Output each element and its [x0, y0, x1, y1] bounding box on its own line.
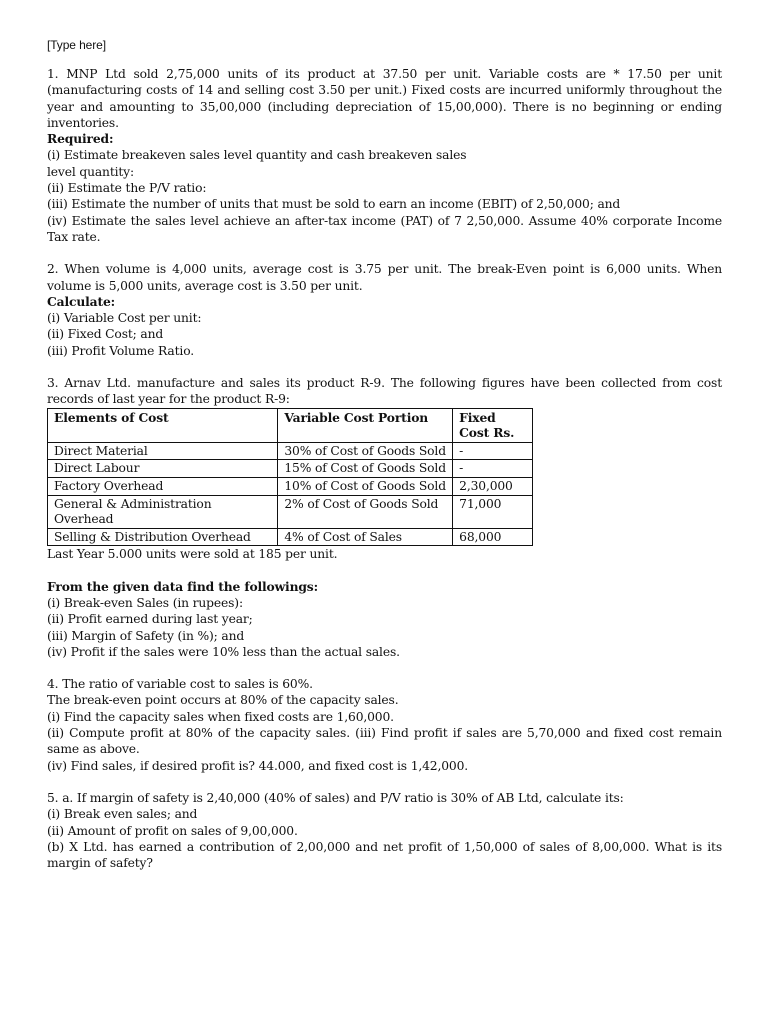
q1-required-label: Required: — [47, 131, 114, 147]
table-cell: 2,30,000 — [453, 478, 533, 496]
q1-item: (iii) Estimate the number of units that must be sold to earn an income (EBIT) of 2,50,000; and — [47, 197, 621, 212]
q3-item: (i) Break-even Sales (in rupees): — [47, 595, 243, 610]
table-cell: - — [453, 460, 533, 478]
table-header-row — [48, 408, 533, 442]
table-row — [48, 478, 533, 496]
table-cell: 10% of Cost of Goods Sold — [278, 478, 453, 496]
header-placeholder: [Type here] — [47, 38, 106, 52]
question-3 — [47, 375, 722, 660]
q5-line: 5. a. If margin of safety is 2,40,000 (40% of sales) and P/V ratio is 30% of AB Ltd, calculate its: — [47, 790, 624, 805]
table-cell: Factory Overhead — [48, 478, 278, 496]
table-cell: 15% of Cost of Goods Sold — [278, 460, 453, 478]
table-row — [48, 495, 533, 528]
table-header-cell: Variable Cost Portion — [278, 408, 453, 442]
q5-line: (ii) Amount of profit on sales of 9,00,000. — [47, 823, 298, 838]
q3-intro: 3. Arnav Ltd. manufacture and sales its product R-9. The following figures have been collected from cost records of last year for the product R-9: — [47, 376, 722, 407]
q4-line: 4. The ratio of variable cost to sales is 60%. — [47, 677, 313, 692]
table-cell: 2% of Cost of Goods Sold — [278, 495, 453, 528]
table-cell: - — [453, 442, 533, 460]
table-cell: 68,000 — [453, 528, 533, 546]
question-5 — [47, 790, 722, 871]
spacer — [47, 563, 722, 579]
table-header-cell: Elements of Cost — [48, 408, 278, 442]
table-header-cell: Fixed Cost Rs. — [453, 408, 533, 442]
q3-item: (iv) Profit if the sales were 10% less than the actual sales. — [47, 644, 400, 659]
q1-item: (iv) Estimate the sales level achieve an after-tax income (PAT) of 7 2,50,000. Assume 40% corporate Income Tax rate. — [47, 213, 722, 244]
q3-item: (ii) Profit earned during last year; — [47, 612, 253, 627]
q5-line: (b) X Ltd. has earned a contribution of 2,00,000 and net profit of 1,50,000 of sales of 8,00,000. What is its margin of safety? — [47, 839, 722, 871]
table-cell: 71,000 — [453, 495, 533, 528]
q4-line: The break-even point occurs at 80% of the capacity sales. — [47, 693, 399, 708]
q4-line: (ii) Compute profit at 80% of the capacity sales. (iii) Find profit if sales are 5,70,000 and fixed cost remain same as above. — [47, 726, 722, 757]
q4-line: (i) Find the capacity sales when fixed costs are 1,60,000. — [47, 709, 394, 724]
table-row — [48, 442, 533, 460]
q1-item: (i) Estimate breakeven sales level quantity and cash breakeven sales — [47, 148, 467, 163]
table-cell: 4% of Cost of Sales — [278, 528, 453, 546]
question-1 — [47, 66, 722, 245]
q2-item: (i) Variable Cost per unit: — [47, 311, 202, 326]
q1-item: (ii) Estimate the P/V ratio: — [47, 181, 207, 196]
q4-line: (iv) Find sales, if desired profit is? 44.000, and fixed cost is 1,42,000. — [47, 758, 469, 773]
q1-item: level quantity: — [47, 164, 134, 179]
table-row — [48, 460, 533, 478]
table-row — [48, 528, 533, 546]
q3-find-label: From the given data find the followings: — [47, 578, 318, 594]
q3-after-table: Last Year 5.000 units were sold at 185 per unit. — [47, 547, 338, 562]
document-page — [47, 38, 722, 887]
table-cell: Selling & Distribution Overhead — [48, 528, 278, 546]
table-cell: Direct Material — [48, 442, 278, 460]
q5-line: (i) Break even sales; and — [47, 807, 198, 822]
table-cell: 30% of Cost of Goods Sold — [278, 442, 453, 460]
q2-intro: 2. When volume is 4,000 units, average cost is 3.75 per unit. The break-Even point is 6,000 units. When volume is 5,000 units, average cost is 3.50 per unit. — [47, 262, 722, 293]
q2-item: (ii) Fixed Cost; and — [47, 327, 164, 342]
q2-item: (iii) Profit Volume Ratio. — [47, 343, 194, 358]
q1-intro: 1. MNP Ltd sold 2,75,000 units of its product at 37.50 per unit. Variable costs are * 17.50 per unit (manufacturing costs of 14 and selling cost 3.50 per unit.) Fixed costs are incurred uniformly throughout the year and amounting to 35,00,000 (including depreciation of 15,00,000). There is no beginning or ending inventories. — [47, 67, 722, 130]
cost-table — [47, 408, 533, 547]
question-4 — [47, 676, 722, 774]
table-cell: General & Administration Overhead — [48, 495, 278, 528]
q2-calculate-label: Calculate: — [47, 293, 116, 309]
table-cell: Direct Labour — [48, 460, 278, 478]
q3-item: (iii) Margin of Safety (in %); and — [47, 628, 245, 643]
question-2 — [47, 261, 722, 359]
